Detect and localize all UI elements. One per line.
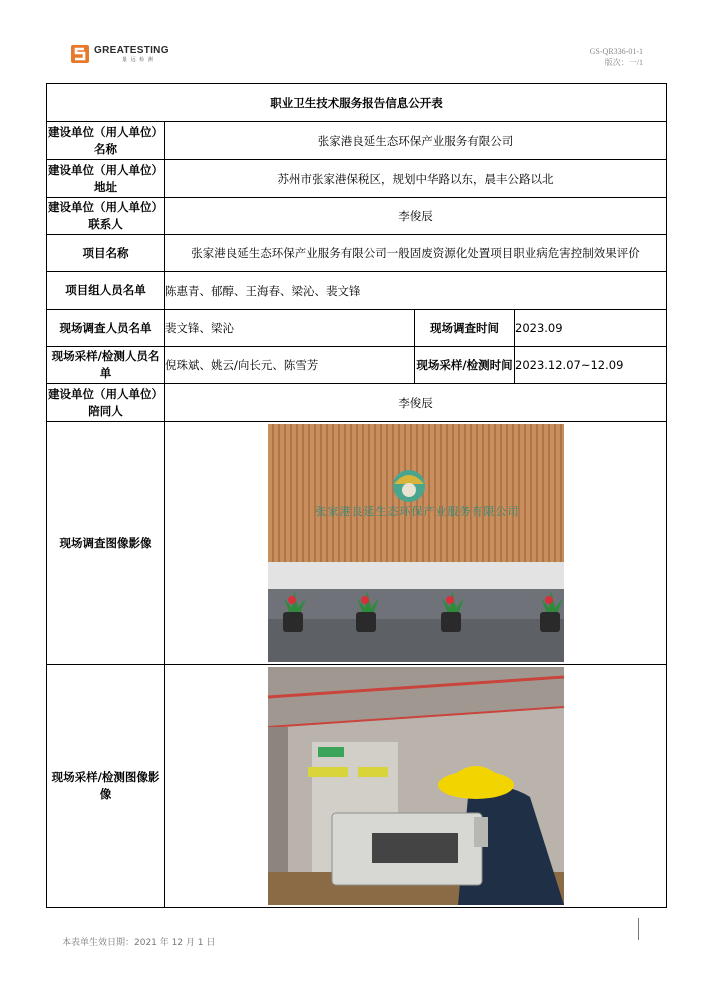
logo-subtitle: 量 远 检 测 — [122, 56, 154, 63]
table-row — [47, 272, 667, 310]
unit-contact-label: 建设单位（用人单位）联系人 — [47, 198, 165, 235]
table-row — [47, 235, 667, 272]
wall-sign-text: 张家港良延生态环保产业服务有限公司 — [315, 505, 520, 518]
sampling-staff-label: 现场采样/检测人员名单 — [47, 347, 165, 384]
sampling-photo — [268, 667, 564, 905]
unit-name-value: 张家港良延生态环保产业服务有限公司 — [165, 122, 667, 160]
escort-value: 李俊辰 — [165, 384, 667, 422]
unit-address-label: 建设单位（用人单位）地址 — [47, 160, 165, 198]
company-logo — [70, 44, 169, 64]
table-row — [47, 347, 667, 384]
unit-contact-value: 李俊辰 — [165, 198, 667, 235]
survey-time-label: 现场调查时间 — [415, 310, 515, 347]
survey-staff-label: 现场调查人员名单 — [47, 310, 165, 347]
effective-date: 本表单生效日期：2021 年 12 月 1 日 — [62, 938, 216, 948]
table-row — [47, 160, 667, 198]
table-row — [47, 122, 667, 160]
page-title: 职业卫生技术服务报告信息公开表 — [47, 84, 667, 122]
survey-photo-label: 现场调查图像影像 — [47, 422, 165, 665]
survey-time-value: 2023.09 — [515, 310, 667, 347]
table-row — [47, 198, 667, 235]
title-row — [47, 84, 667, 122]
doc-code-number: GS-QR336-01-1 — [589, 47, 643, 56]
unit-name-label: 建设单位（用人单位）名称 — [47, 122, 165, 160]
info-table — [46, 83, 667, 908]
project-name-label: 项目名称 — [47, 235, 165, 272]
sampling-staff-value: 倪珠斌、姚云/向长元、陈雪芳 — [165, 347, 415, 384]
escort-label: 建设单位（用人单位）陪同人 — [47, 384, 165, 422]
sampling-time-value: 2023.12.07~12.09 — [515, 347, 667, 384]
team-label: 项目组人员名单 — [47, 272, 165, 310]
table-row — [47, 384, 667, 422]
logo-brand: GREATESTING — [94, 44, 169, 56]
survey-photo-cell — [165, 422, 667, 665]
survey-staff-value: 裴文锋、梁沁 — [165, 310, 415, 347]
project-name-value: 张家港良延生态环保产业服务有限公司一般固废资源化处置项目职业病危害控制效果评价 — [165, 235, 667, 272]
table-row — [47, 665, 667, 908]
sampling-photo-cell — [165, 665, 667, 908]
table-row — [47, 310, 667, 347]
sampling-time-label: 现场采样/检测时间 — [415, 347, 515, 384]
logo-icon — [70, 44, 90, 64]
sampling-photo-label: 现场采样/检测图像影像 — [47, 665, 165, 908]
table-row — [47, 422, 667, 665]
doc-version: 版次：一/1 — [604, 58, 643, 67]
unit-address-value: 苏州市张家港保税区，规划中华路以东，晨丰公路以北 — [165, 160, 667, 198]
team-value: 陈惠青、郁醇、王海春、梁沁、裴文锋 — [165, 272, 667, 310]
survey-photo — [268, 424, 564, 662]
page-corner-mark — [638, 918, 639, 940]
document-code — [590, 46, 643, 68]
